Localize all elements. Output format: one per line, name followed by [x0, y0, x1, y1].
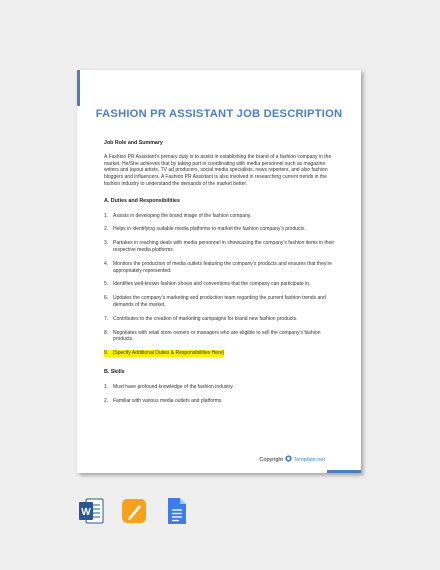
template-logo-icon: [285, 455, 292, 464]
item-text: Monitors the production of media outlets featuring the company’s products and ensures that they’re appropriately represented.: [113, 260, 332, 274]
item-text: Negotiates with retail store owners or managers who are eligible to sell the company’s fashion products.: [113, 329, 321, 343]
document-page: [77, 70, 361, 473]
list-item: [104, 398, 339, 405]
item-text: Identifies well-known fashion shows and conventions that the company can participate in.: [113, 281, 311, 288]
item-text: Familiar with various media outlets and platforms.: [113, 397, 223, 404]
copyright-footer: [259, 455, 325, 464]
skills-list: [104, 384, 339, 405]
list-item-placeholder: [104, 350, 339, 357]
list-item: [104, 330, 339, 344]
item-text: Assists in developing the brand image of the fashion company.: [113, 212, 252, 219]
item-number: 5.: [104, 281, 109, 288]
list-item: [104, 316, 339, 323]
app-icons-row: [78, 496, 190, 526]
page-accent-bar-bottom: [327, 470, 361, 473]
svg-text:W: W: [81, 507, 91, 518]
summary-text: A Fashion PR Assistant’s primary duty is to assist in establishing the brand of a fashion company in the market. He/She achieves that by taking part in coordinating with media personnel such as magazine writers and layout artists, TV ad producers, social media specialists, news reporters, and also fashion bloggers and influencers. A Fashion PR Assistant is also involved in researching current trends in the fashion industry to understand the demands of the market better.: [104, 153, 332, 187]
list-item: [104, 281, 339, 288]
duties-heading: A. Duties and Responsibilities: [104, 197, 180, 204]
item-number: 3.: [104, 240, 109, 247]
list-item: [104, 226, 339, 233]
item-text: Updates the company’s marketing and production team regarding the current fashion trends and demands of the market.: [113, 295, 326, 308]
list-item: [104, 261, 339, 275]
item-text: Partakes in reaching deals with media personnel in showcasing the company’s fashion items in their respective media platforms.: [113, 240, 335, 253]
document-content: [104, 140, 339, 404]
item-number: 1.: [104, 383, 109, 390]
item-number: 9.: [104, 350, 109, 357]
list-item: [104, 240, 339, 254]
list-item: [104, 213, 339, 220]
document-title: FASHION PR ASSISTANT JOB DESCRIPTION: [95, 108, 343, 120]
word-icon[interactable]: [78, 496, 104, 526]
item-number: 4.: [104, 260, 109, 267]
placeholder-text: [Specify Additional Duties & Responsibilities Here]: [113, 350, 224, 357]
item-number: 1.: [104, 212, 109, 219]
item-number: 2.: [104, 397, 109, 404]
item-number: 8.: [104, 329, 109, 336]
page-accent-bar: [77, 70, 80, 106]
item-number: 6.: [104, 295, 109, 302]
skills-heading: B. Skills: [104, 368, 125, 375]
item-number: 2.: [104, 226, 109, 233]
list-item: [104, 295, 339, 309]
list-item: [104, 384, 339, 391]
template-link[interactable]: Template.net: [293, 456, 325, 463]
copyright-label: Copyright: [259, 456, 283, 463]
item-text: Contributes to the creation of marketing campaigns for brand new fashion products.: [113, 315, 298, 322]
item-number: 7.: [104, 315, 109, 322]
google-docs-icon[interactable]: [164, 496, 190, 526]
pages-icon[interactable]: [121, 496, 147, 526]
item-text: Must have profound knowledge of the fashion industry.: [113, 383, 234, 390]
duties-list: [104, 213, 339, 357]
item-text: Helps in identifying suitable media platforms to market the fashion company’s products.: [113, 226, 306, 233]
summary-heading: Job Role and Summary: [104, 140, 163, 146]
